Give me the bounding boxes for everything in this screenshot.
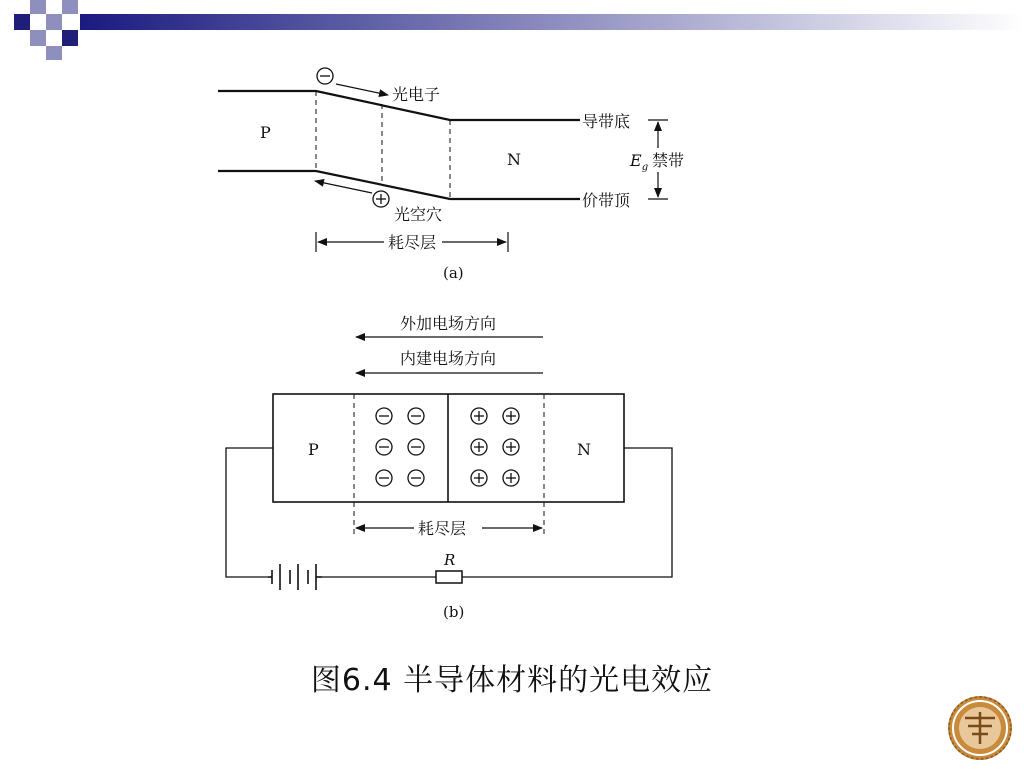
negative-ions: [376, 408, 424, 486]
deco-square: [62, 0, 78, 14]
header-gradient-bar: [80, 14, 1024, 30]
external-field-label: 外加电场方向: [400, 314, 497, 333]
internal-field-label: 内建电场方向: [400, 349, 497, 368]
school-emblem-icon: [948, 696, 1012, 760]
n-region-label-a: N: [507, 150, 521, 169]
n-region-label-b: N: [577, 440, 591, 459]
deco-square: [30, 30, 46, 46]
resistor-icon: [436, 571, 462, 583]
header-decoration: [14, 0, 1024, 60]
deco-square: [62, 30, 78, 46]
depletion-label-b: 耗尽层: [418, 519, 467, 538]
band-gap-label: 禁带: [652, 151, 685, 170]
deco-square: [46, 46, 62, 60]
diagram-a-sublabel: (a): [443, 264, 464, 282]
resistor-label: R: [444, 551, 456, 569]
deco-square: [30, 0, 46, 14]
band-gap-symbol: $E_g$: [630, 151, 649, 173]
hole-arrow: [315, 181, 372, 193]
depletion-label-a: 耗尽层: [388, 233, 437, 252]
valence-band-line: [218, 171, 580, 199]
electron-label: 光电子: [392, 85, 441, 104]
deco-square: [14, 14, 30, 30]
conduction-band-label: 导带底: [582, 112, 631, 131]
positive-ions: [471, 408, 519, 486]
deco-square: [46, 14, 62, 30]
diagram-b-sublabel: (b): [443, 603, 465, 621]
valence-band-label: 价带顶: [582, 191, 631, 210]
band-diagram-a: [218, 68, 668, 252]
electron-arrow: [336, 84, 388, 95]
figure-caption: 图6.4 半导体材料的光电效应: [310, 663, 714, 698]
p-region-label-a: P: [260, 123, 271, 142]
p-region-label-b: P: [308, 440, 319, 459]
battery-icon: [268, 564, 322, 590]
hole-label: 光空穴: [394, 205, 443, 224]
